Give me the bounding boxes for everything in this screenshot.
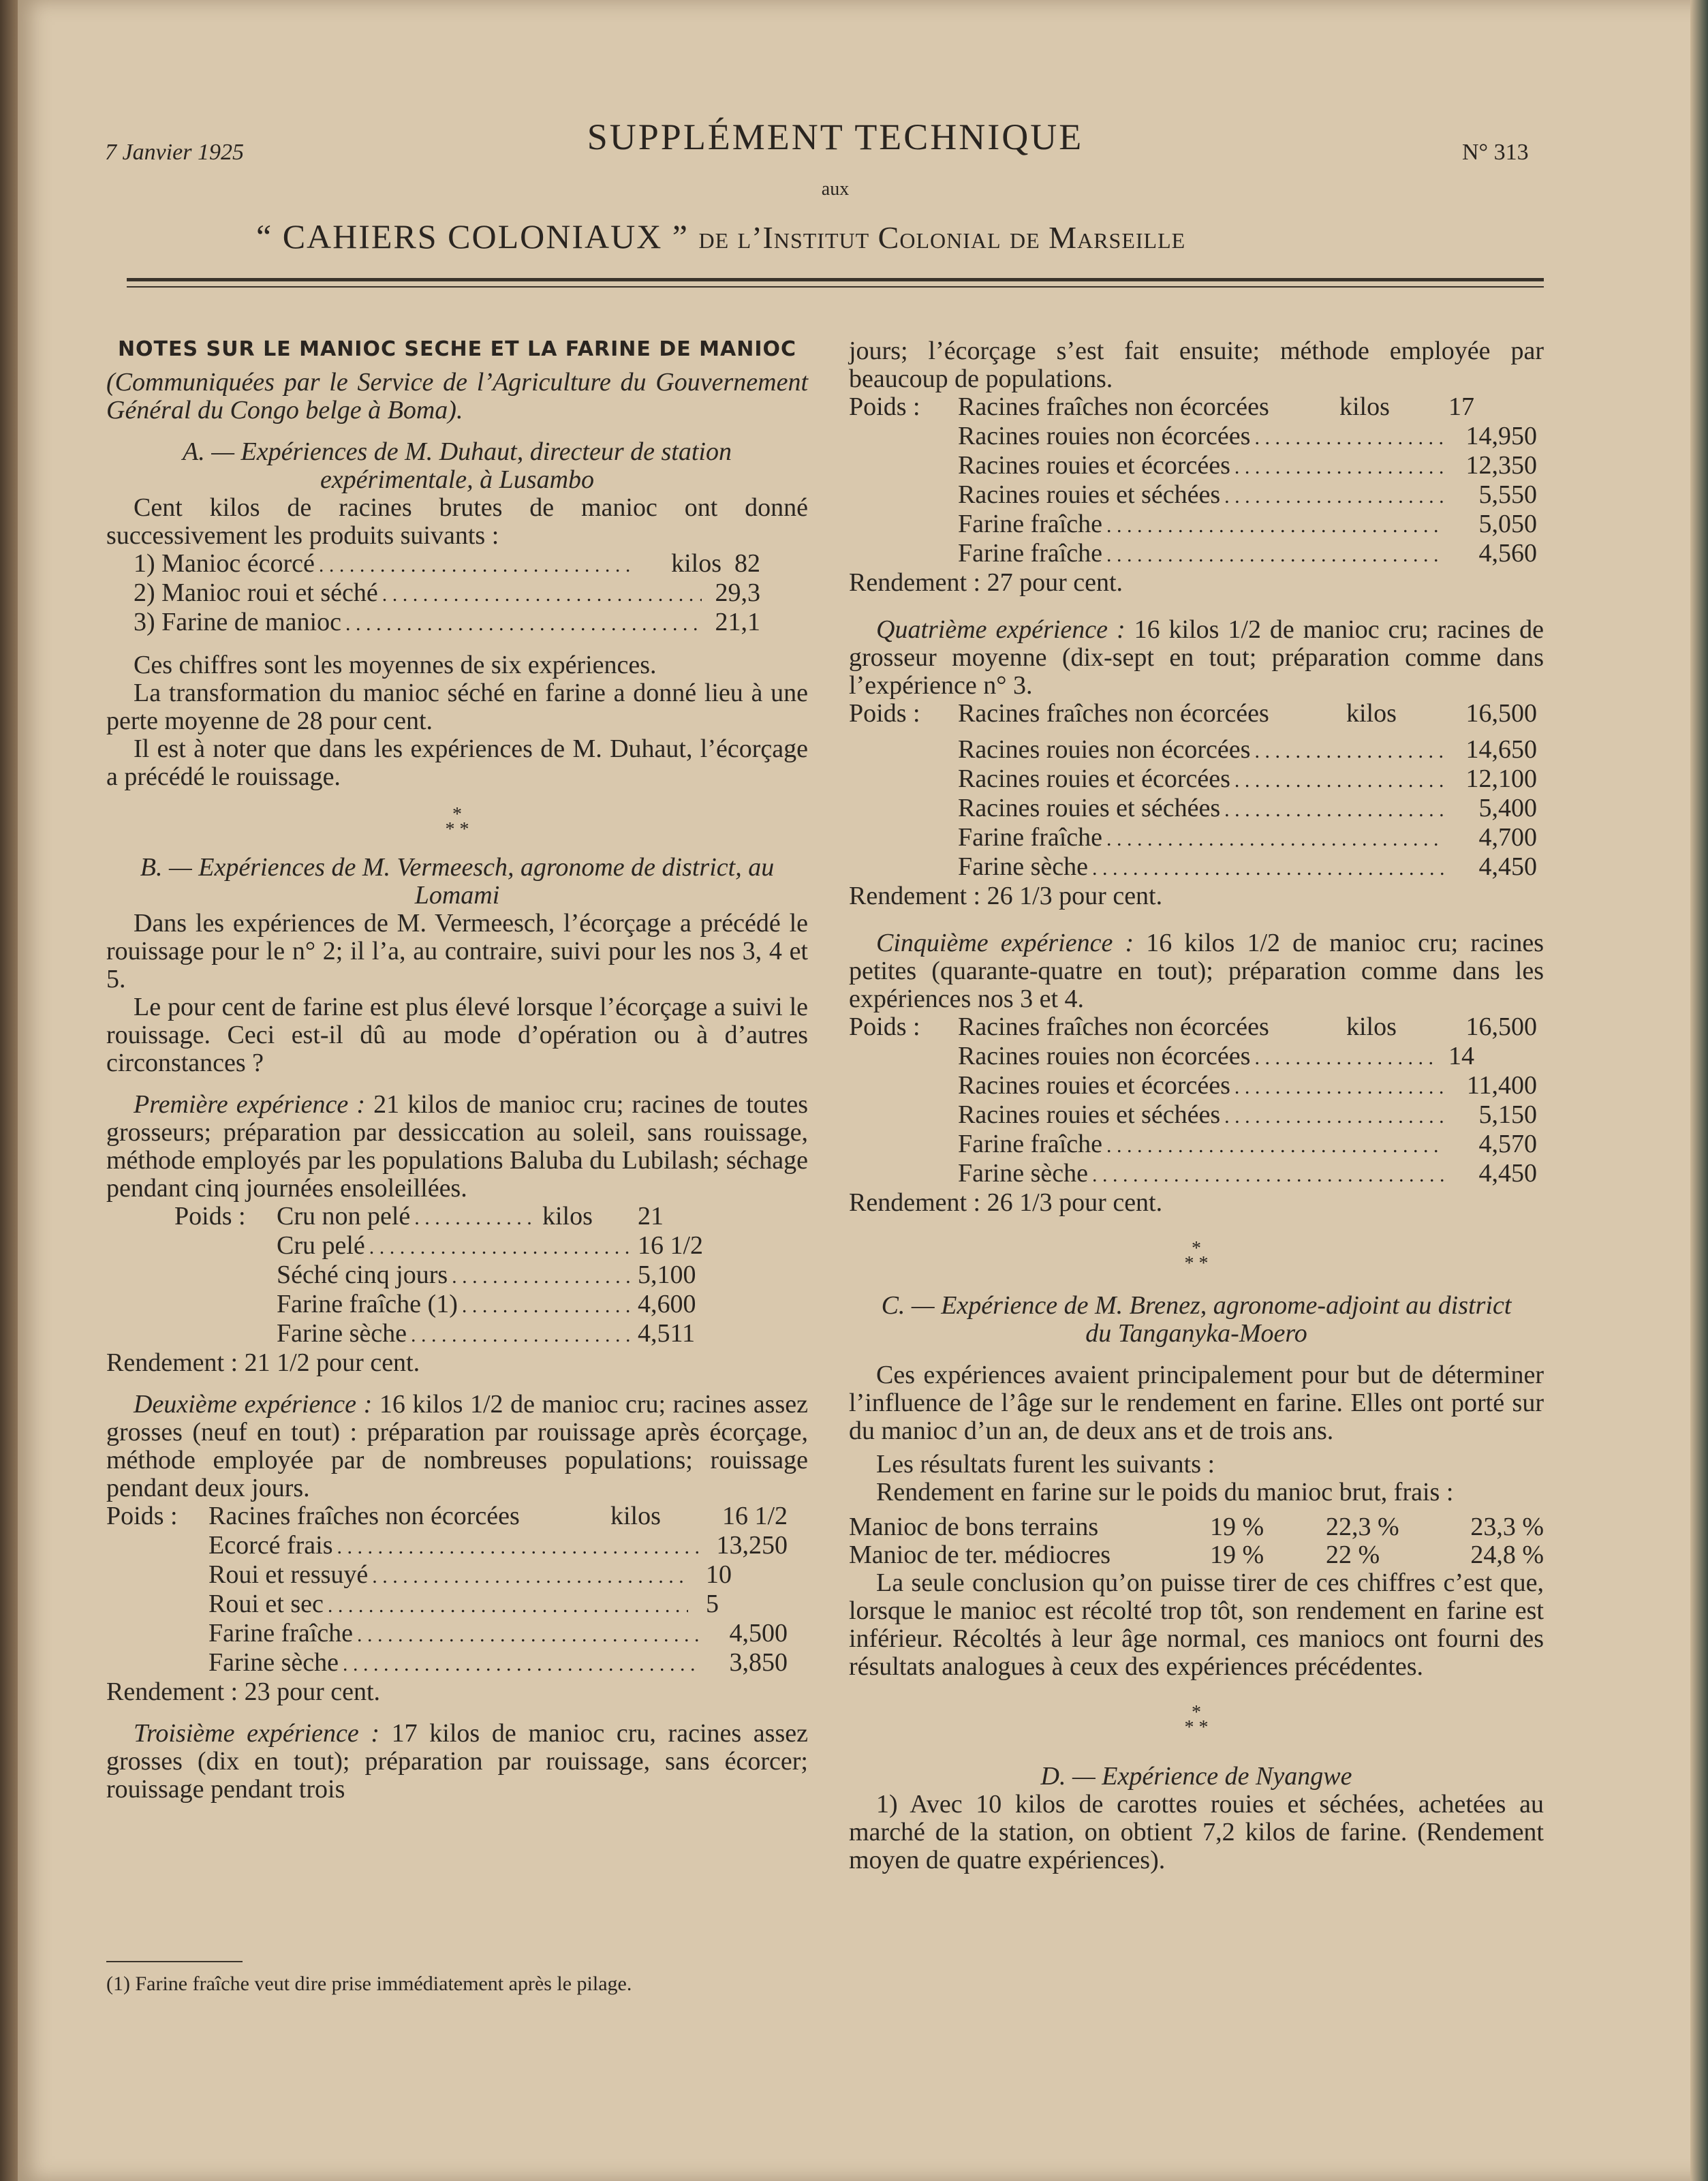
table-row: Cru non pelé . . . kilos 21	[277, 1203, 713, 1232]
section-c-p3: Rendement en farine sur le poids du manioc brut, frais :	[876, 1478, 1454, 1506]
exp3-text-start: Troisième expérience : 17 kilos de manioc cru, racines assez grosses (dix en tout); préparation par rouissage, sans écorcer; rouissage pendant trois	[106, 1719, 808, 1804]
section-a-p3: La transformation du manioc séché en farine a donné lieu à une perte moyenne de 28 pour cent.	[106, 679, 808, 735]
list-item: 3) Farine de manioc . . . 21,1	[134, 608, 760, 638]
table-row: Racines rouies non écorcées . . . 14,650	[958, 736, 1537, 765]
left-column	[106, 337, 808, 1804]
table-row: Farine fraîche (1) . . . 4,600	[277, 1290, 713, 1320]
exp1-table: Poids : Cru non pelé . . . kilos 21 Cru pelé . . . 16 1/2 Séché cinq jours . . . 5,100 Farine fraîche (1) . . . 4,600 Farine sèche . . . 4,511	[106, 1203, 808, 1349]
exp4-table: Poids : Racines fraîches non écorcées kilos 16,500 Racines rouies non écorcées . . . 14,650 Racines rouies et écorcées . . . 12,100 Racines rouies et séchées . . . 5,400 Farine fraîche . . . 4,700 Farine sèche . . . 4,450	[849, 700, 1544, 882]
list-item: 2) Manioc roui et séché . . . 29,3	[134, 579, 760, 608]
header-rule-top	[127, 278, 1544, 281]
section-separator: * * *	[1184, 1238, 1209, 1274]
header-rule-bottom	[127, 286, 1544, 288]
issue-date: 7 Janvier 1925	[105, 140, 244, 165]
table-row: Racines fraîches non écorcées kilos 16,500	[958, 1012, 1537, 1041]
subtitle-main: “ CAHIERS COLONIAUX ”	[256, 217, 689, 256]
header-aux: aux	[821, 179, 850, 200]
section-a-p4: Il est à noter que dans les expériences de M. Duhaut, l’écorçage a précédé le rouissage.	[106, 734, 808, 791]
table-row: Farine sèche . . . 4,450	[958, 853, 1537, 882]
article-heading: NOTES SUR LE MANIOC SECHE ET LA FARINE DE MANIOC	[117, 337, 797, 361]
table-row: Farine fraîche . . . 4,700	[958, 824, 1537, 853]
table-row: Roui et ressuyé . . . 10	[208, 1561, 788, 1590]
table-row: Farine fraîche . . . 4,570	[958, 1130, 1537, 1160]
section-b-title: B. — Expériences de M. Vermeesch, agronome de district, au Lomami	[140, 853, 775, 910]
table-row: Farine fraîche . . . 5,050	[958, 510, 1537, 540]
table-row: Manioc de ter. médiocres 19 % 22 % 24,8 %	[849, 1541, 1544, 1569]
table-row: Farine sèche . . . 3,850	[208, 1649, 788, 1678]
book-spine	[0, 0, 18, 2181]
table-row: Roui et sec . . . 5	[208, 1590, 788, 1620]
section-separator: * * *	[445, 804, 469, 840]
right-column	[849, 337, 1544, 1874]
section-c-p1: Ces expériences avaient principalement pour but de déterminer l’influence de l’âge sur le rendement en farine. Elles ont porté sur du manioc d’un an, de deux ans et de trois ans.	[849, 1361, 1544, 1445]
section-d-p1: 1) Avec 10 kilos de carottes rouies et séchées, achetées au marché de la station, on obtient 7,2 kilos de farine. (Rendement moyen de quatre expériences).	[849, 1790, 1544, 1874]
journal-subtitle	[256, 217, 1185, 256]
age-results-table	[849, 1513, 1544, 1569]
subtitle-rest: de l’Institut Colonial de Marseille	[698, 220, 1186, 255]
section-c-title: C. — Expérience de M. Brenez, agronome-adjoint au district du Tanganyka-Moero	[881, 1291, 1512, 1348]
exp2-text: Deuxième expérience : 16 kilos 1/2 de manioc cru; racines assez grosses (neuf en tout) : préparation par rouissage après écorçage, méthode employée par de nombreuses populations; rouissage pendant deux jours.	[106, 1390, 808, 1502]
table-row: Racines rouies et séchées . . . 5,150	[958, 1101, 1537, 1130]
footnote-rule	[106, 1961, 243, 1962]
document-page	[18, 0, 1708, 2181]
table-row: Racines rouies non écorcées . . . 14,950	[958, 422, 1537, 452]
exp5-rendement: Rendement : 26 1/3 pour cent.	[849, 1188, 1163, 1217]
exp1-text: Première expérience : 21 kilos de manioc cru; racines de toutes grosseurs; préparation par dessiccation au soleil, sans rouissage, méthode employés par les populations Baluba du Lubilash; séchage pendant cinq journées ensoleillées.	[106, 1090, 808, 1203]
table-row: Racines rouies non écorcées . . . 14	[958, 1042, 1537, 1072]
exp5-table: Poids : Racines fraîches non écorcées kilos 16,500 Racines rouies non écorcées . . . 14 Racines rouies et écorcées . . . 11,400 Racines rouies et séchées . . . 5,150 Farine fraîche . . . 4,570 Farine sèche . . . 4,450	[849, 1013, 1544, 1189]
issue-number: N° 313	[1462, 140, 1529, 165]
table-row: Racines rouies et écorcées . . . 12,350	[958, 452, 1537, 481]
table-row: Cru pelé . . . 16 1/2	[277, 1232, 713, 1261]
section-c-p2: Les résultats furent les suivants :	[876, 1450, 1215, 1479]
section-b-p2: Le pour cent de farine est plus élevé lorsque l’écorçage a suivi le rouissage. Ceci est-il dû au mode d’opération ou à d’autres circonstances ?	[106, 993, 808, 1077]
table-row: Racines fraîches non écorcées kilos 16 1/2	[208, 1502, 788, 1530]
exp3-rendement: Rendement : 27 pour cent.	[849, 568, 1123, 597]
exp3-table: Poids : Racines fraîches non écorcées kilos 17 Racines rouies non écorcées . . . 14,950 Racines rouies et écorcées . . . 12,350 Racines rouies et séchées . . . 5,550 Farine fraîche . . . 5,050 Farine fraîche . . . 4,560	[849, 393, 1544, 569]
exp5-text: Cinquième expérience : 16 kilos 1/2 de manioc cru; racines petites (quarante-quatre en tout); préparation comme dans les expériences nos 3 et 4.	[849, 929, 1544, 1013]
exp2-rendement: Rendement : 23 pour cent.	[106, 1677, 381, 1706]
exp4-text: Quatrième expérience : 16 kilos 1/2 de manioc cru; racines de grosseur moyenne (dix-sept en tout; préparation comme dans l’expérience n° 3.	[849, 615, 1544, 700]
table-row: Farine fraîche . . . 4,560	[958, 540, 1537, 569]
section-a-p2: Ces chiffres sont les moyennes de six expériences.	[134, 651, 657, 679]
article-intro: (Communiquées par le Service de l’Agriculture du Gouvernement Général du Congo belge à Boma).	[106, 368, 808, 424]
section-separator: * * *	[1184, 1702, 1209, 1738]
table-row: Racines fraîches non écorcées kilos 16,500	[958, 699, 1537, 728]
table-row: Racines rouies et écorcées . . . 11,400	[958, 1072, 1537, 1101]
section-a-list	[106, 550, 760, 638]
footnote: (1) Farine fraîche veut dire prise immédiatement après le pilage.	[106, 1973, 632, 1995]
section-c-p4: La seule conclusion qu’on puisse tirer de ces chiffres c’est que, lorsque le manioc est récolté trop tôt, son rendement en farine est inférieur. Récoltés à leur âge normal, ces maniocs ont fourni des résultats analogues à ceux des expériences précédentes.	[849, 1568, 1544, 1681]
table-row: Manioc de bons terrains 19 % 22,3 % 23,3 %	[849, 1513, 1544, 1541]
list-item: 1) Manioc écorcé . . . kilos 82	[134, 550, 760, 579]
exp2-table: Poids : Racines fraîches non écorcées kilos 16 1/2 Ecorcé frais . . . 13,250 Roui et ressuyé . . . 10 Roui et sec . . . 5 Farine fraîche . . . 4,500 Farine sèche . . . 3,850	[106, 1502, 808, 1678]
section-d-title: D. — Expérience de Nyangwe	[1040, 1762, 1352, 1791]
section-b-p1: Dans les expériences de M. Vermeesch, l’écorçage a précédé le rouissage pour le n° 2; il l’a, au contraire, suivi pour les nos 3, 4 et 5.	[106, 909, 808, 993]
section-a-title: A. — Expériences de M. Duhaut, directeur de station expérimentale, à Lusambo	[183, 437, 732, 494]
exp3-text-cont: jours; l’écorçage s’est fait ensuite; méthode employée par beaucoup de populations.	[849, 337, 1544, 393]
table-row: Farine sèche . . . 4,450	[958, 1160, 1537, 1189]
table-row: Racines fraîches non écorcées kilos 17	[958, 392, 1474, 421]
table-row: Farine fraîche . . . 4,500	[208, 1620, 788, 1649]
table-row: Racines rouies et écorcées . . . 12,100	[958, 765, 1537, 794]
exp4-rendement: Rendement : 26 1/3 pour cent.	[849, 882, 1163, 910]
section-a-p1: Cent kilos de racines brutes de manioc ont donné successivement les produits suivants :	[106, 493, 808, 550]
table-row: Racines rouies et séchées . . . 5,550	[958, 481, 1537, 510]
binding-edge	[1690, 0, 1708, 2181]
table-row: Séché cinq jours . . . 5,100	[277, 1261, 713, 1290]
exp1-rendement: Rendement : 21 1/2 pour cent.	[106, 1348, 420, 1377]
table-row: Farine sèche . . . 4,511	[277, 1320, 713, 1349]
table-row: Racines rouies et séchées . . . 5,400	[958, 794, 1537, 824]
journal-title: SUPPLÉMENT TECHNIQUE	[587, 117, 1084, 157]
table-row: Ecorcé frais . . . 13,250	[208, 1532, 788, 1561]
